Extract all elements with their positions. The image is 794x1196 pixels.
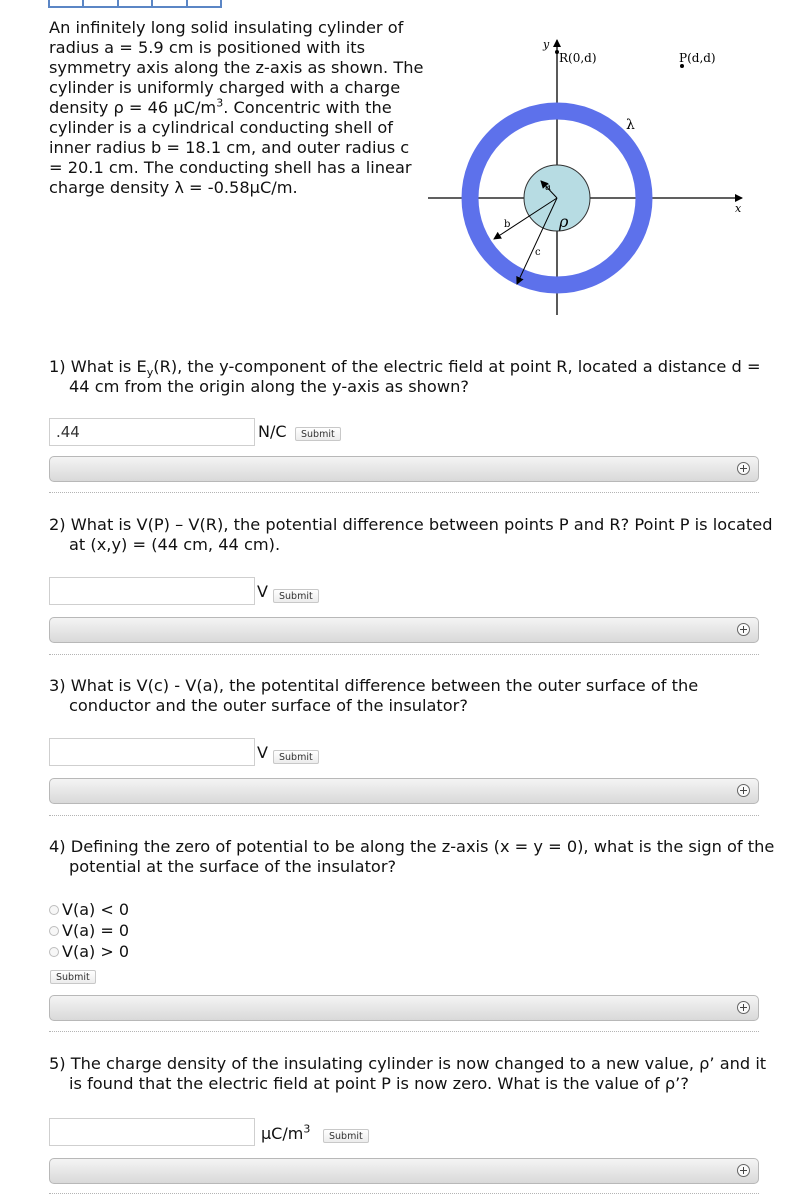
question-5-text: 5) The charge density of the insulating cylinder is now changed to a new value, ρ’ and it is found that the electric field at point P is now zero. What is the value of ρ’? <box>49 1054 767 1093</box>
radio-button[interactable] <box>49 947 59 957</box>
radio-option-label: V(a) = 0 <box>62 921 129 940</box>
radio-option-label: V(a) > 0 <box>62 942 129 961</box>
divider <box>49 492 759 493</box>
question-3-text: 3) What is V(c) - V(a), the potentital difference between the outer surface of the conductor and the outer surface of the insulator? <box>49 676 699 715</box>
tab-segment <box>186 0 222 8</box>
cylinder-diagram <box>420 30 760 320</box>
x-axis-label: x <box>735 202 742 215</box>
radio-option-label: V(a) < 0 <box>62 900 129 919</box>
question-5-help-bar[interactable] <box>49 1158 759 1184</box>
divider <box>49 815 759 816</box>
divider <box>49 654 759 655</box>
divider <box>49 1031 759 1032</box>
question-4-help-bar[interactable] <box>49 995 759 1021</box>
plus-icon[interactable] <box>737 1164 750 1177</box>
rho-label: ρ <box>559 212 569 231</box>
lambda-label: λ <box>626 117 635 133</box>
radius-b-label: b <box>504 219 511 230</box>
question-2-text: 2) What is V(P) – V(R), the potential difference between points P and R? Point P is located at (x,y) = (44 cm, 44 cm). <box>49 515 773 554</box>
radio-option-zero[interactable] <box>49 921 129 941</box>
question-5-submit-button[interactable]: Submit <box>323 1129 369 1143</box>
question-3-answer-input[interactable] <box>49 738 255 766</box>
question-3-unit: V <box>257 743 268 762</box>
question-3-submit-button[interactable]: Submit <box>273 750 319 764</box>
radio-option-positive[interactable] <box>49 942 129 962</box>
point-p-label: P(d,d) <box>679 51 716 65</box>
plus-icon[interactable] <box>737 784 750 797</box>
tab-segment <box>82 0 118 8</box>
question-3-help-bar[interactable] <box>49 778 759 804</box>
question-1-text: 1) What is $E_y(R)$, the y-component of the electric field at point R, located a distance d = 44 cm from the origin along the y-axis as shown? <box>49 357 761 396</box>
question-2-help-bar[interactable] <box>49 617 759 643</box>
radio-option-negative[interactable] <box>49 900 129 920</box>
question-1-answer-input[interactable] <box>49 418 255 446</box>
question-4-text: 4) Defining the zero of potential to be along the z-axis (x = y = 0), what is the sign of the potential at the surface of the insulator? <box>49 837 775 876</box>
question-1-unit: N/C <box>258 422 287 441</box>
top-tab-strip <box>48 0 220 8</box>
question-4-submit-button[interactable]: Submit <box>50 970 96 984</box>
tab-segment <box>48 0 84 8</box>
question-1-submit-button[interactable]: Submit <box>295 427 341 441</box>
question-5-answer-input[interactable] <box>49 1118 255 1146</box>
question-5-unit: $\mu C/m^3$ <box>261 1122 311 1143</box>
point-r-label: R(0,d) <box>559 51 597 65</box>
plus-icon[interactable] <box>737 462 750 475</box>
question-2-answer-input[interactable] <box>49 577 255 605</box>
tab-segment <box>117 0 153 8</box>
tab-segment <box>151 0 187 8</box>
radius-a-label: a <box>545 182 551 193</box>
question-1-help-bar[interactable] <box>49 456 759 482</box>
y-axis-label: y <box>543 38 550 51</box>
plus-icon[interactable] <box>737 623 750 636</box>
question-2-submit-button[interactable]: Submit <box>273 589 319 603</box>
plus-icon[interactable] <box>737 1001 750 1014</box>
radio-button[interactable] <box>49 926 59 936</box>
divider <box>49 1193 759 1194</box>
radio-button[interactable] <box>49 905 59 915</box>
question-2-unit: V <box>257 582 268 601</box>
radius-c-label: c <box>535 247 541 258</box>
problem-statement: An infinitely long solid insulating cylinder of radius a = 5.9 cm is positioned with its symmetry axis along the z-axis as shown. The cylinder is uniformly charged with a charge density ρ = 46 $\mu C/m^3$. Concentric with the cylinder is a cylindrical conducting shell of inner radius b = 18.1 cm, and outer radius c = 20.1 cm. The conducting shell has a linear charge density λ = -0.58μC/m. <box>49 18 424 197</box>
